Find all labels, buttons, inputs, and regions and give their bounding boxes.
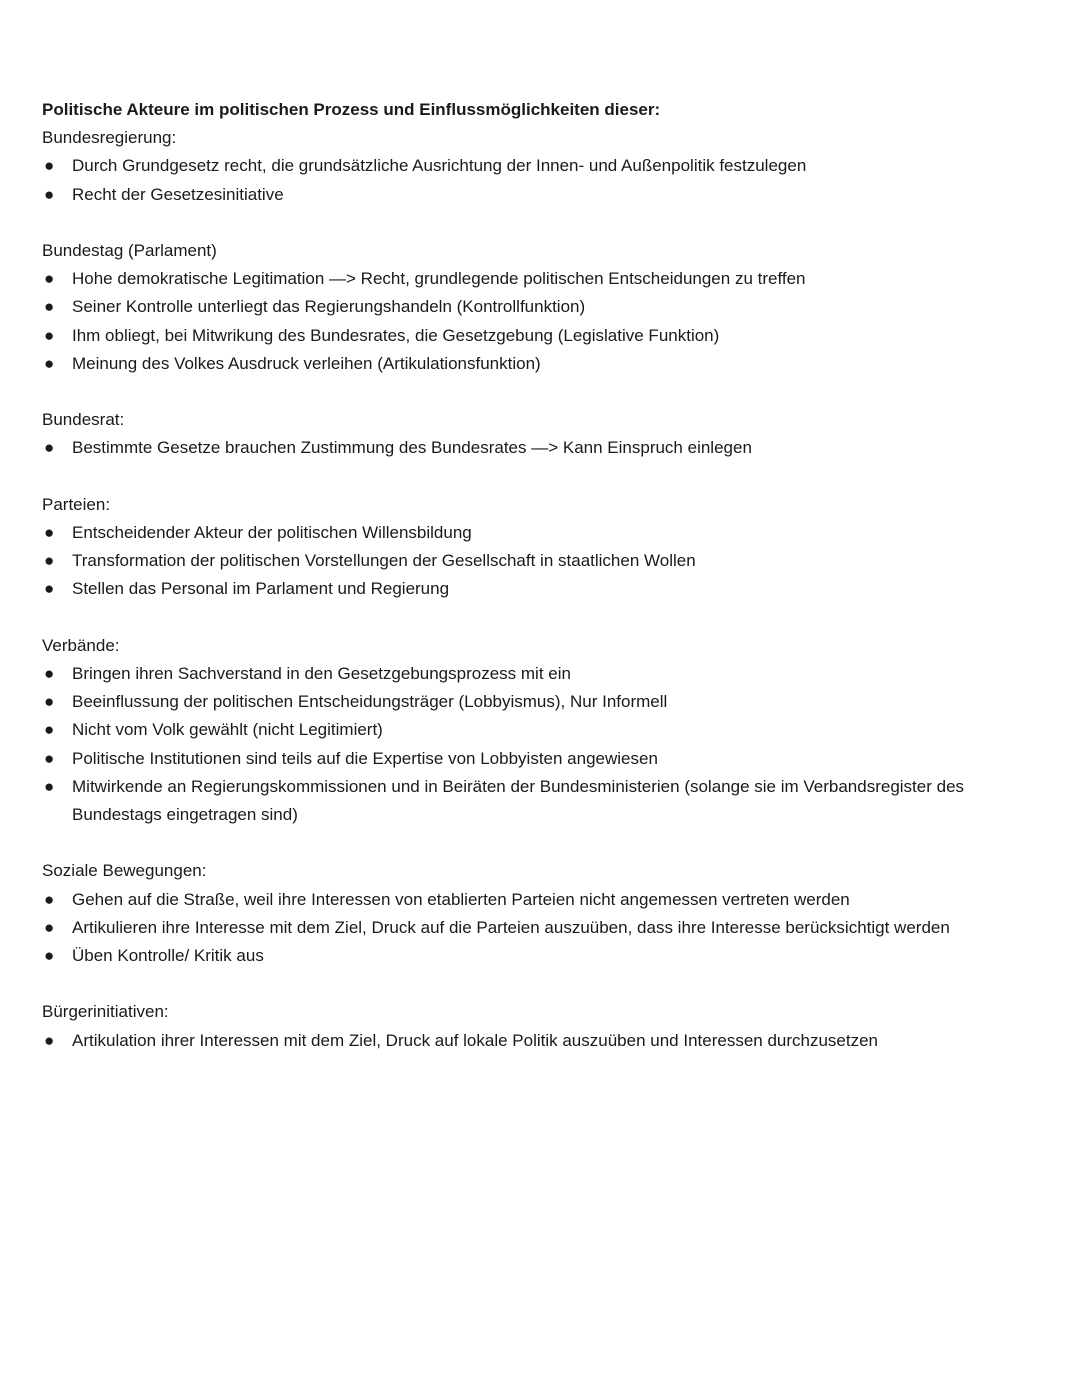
- bullet-list: [42, 152, 1002, 208]
- list-item: [42, 942, 1002, 970]
- list-item-text: Artikulation ihrer Interessen mit dem Ziel, Druck auf lokale Politik auszuüben und Interessen durchzusetzen: [72, 1030, 879, 1050]
- section-heading: Soziale Bewegungen:: [42, 861, 207, 881]
- bullet-icon: ●: [44, 1030, 55, 1050]
- list-item: [42, 350, 1002, 378]
- list-item-text: Hohe demokratische Legitimation —> Recht, grundlegende politischen Entscheidungen zu treffen: [72, 269, 806, 289]
- bullet-list: [42, 434, 1002, 462]
- bullet-icon: ●: [44, 720, 55, 740]
- bullet-icon: ●: [44, 353, 55, 373]
- list-item-text: Transformation der politischen Vorstellungen der Gesellschaft in staatlichen Wollen: [72, 551, 696, 571]
- list-item: [42, 1027, 1002, 1055]
- bullet-icon: ●: [44, 269, 55, 289]
- list-item-text: Gehen auf die Straße, weil ihre Interessen von etablierten Parteien nicht angemessen vertreten werden: [72, 889, 850, 909]
- bullet-icon: ●: [44, 156, 55, 176]
- bullet-icon: ●: [44, 692, 55, 712]
- section-parteien: [42, 491, 1002, 604]
- section-heading: Verbände:: [42, 635, 120, 655]
- list-item-text: Bringen ihren Sachverstand in den Gesetzgebungsprozess mit ein: [72, 664, 571, 683]
- list-item: [42, 688, 1002, 716]
- list-item: [42, 575, 1002, 603]
- list-item-text: Meinung des Volkes Ausdruck verleihen (Artikulationsfunktion): [72, 353, 541, 373]
- section-buergerinitiativen: [42, 998, 1002, 1054]
- bullet-icon: ●: [44, 579, 55, 599]
- list-item: [42, 745, 1002, 773]
- section-verbaende: [42, 632, 1002, 829]
- list-item: [42, 547, 1002, 575]
- list-item: [42, 322, 1002, 350]
- bullet-icon: ●: [44, 551, 55, 571]
- document-content: [42, 96, 1002, 1083]
- list-item: [42, 152, 1002, 180]
- bullet-list: [42, 1027, 1002, 1055]
- bullet-list: [42, 519, 1002, 604]
- list-item-text: Bestimmte Gesetze brauchen Zustimmung des Bundesrates —> Kann Einspruch einlegen: [72, 438, 752, 458]
- bullet-icon: ●: [44, 776, 55, 796]
- bullet-icon: ●: [44, 184, 55, 204]
- list-item: [42, 716, 1002, 744]
- bullet-icon: ●: [44, 748, 55, 768]
- list-item: [42, 660, 1002, 688]
- list-item-text: Ihm obliegt, bei Mitwrikung des Bundesrates, die Gesetzgebung (Legislative Funktion): [72, 325, 720, 345]
- list-item-text: Stellen das Personal im Parlament und Regierung: [72, 579, 450, 599]
- list-item-text: Entscheidender Akteur der politischen Willensbildung: [72, 523, 472, 542]
- section-heading: Bürgerinitiativen:: [42, 1002, 169, 1022]
- bullet-icon: ●: [44, 325, 55, 345]
- section-heading: Bundesregierung:: [42, 128, 177, 148]
- section-heading: Parteien:: [42, 494, 111, 514]
- section-soziale-bewegungen: [42, 857, 1002, 970]
- list-item: [42, 773, 1002, 829]
- list-item: [42, 886, 1002, 914]
- bullet-list: [42, 265, 1002, 378]
- list-item: [42, 181, 1002, 209]
- bullet-icon: ●: [44, 946, 55, 966]
- list-item-text: Mitwirkende an Regierungskommissionen und in Beiräten der Bundesministerien (solange sie im Verbandsregister des Bundestags eingetragen sind): [72, 776, 965, 825]
- list-item-text: Recht der Gesetzesinitiative: [72, 184, 284, 204]
- section-bundesregierung: [42, 124, 1002, 209]
- bullet-list: [42, 886, 1002, 971]
- list-item-text: Artikulieren ihre Interesse mit dem Ziel, Druck auf die Parteien auszuüben, dass ihre Interesse berücksichtigt werden: [72, 917, 950, 937]
- list-item-text: Üben Kontrolle/ Kritik aus: [72, 946, 264, 966]
- bullet-icon: ●: [44, 297, 55, 317]
- document-title: Politische Akteure im politischen Prozess und Einflussmöglichkeiten dieser:: [42, 100, 661, 119]
- bullet-icon: ●: [44, 523, 55, 542]
- section-heading: Bundesrat:: [42, 410, 125, 430]
- section-bundesrat: [42, 406, 1002, 462]
- bullet-icon: ●: [44, 438, 55, 458]
- list-item: [42, 434, 1002, 462]
- list-item: [42, 265, 1002, 293]
- section-bundestag: [42, 237, 1002, 378]
- list-item-text: Nicht vom Volk gewählt (nicht Legitimiert): [72, 720, 383, 740]
- list-item-text: Politische Institutionen sind teils auf die Expertise von Lobbyisten angewiesen: [72, 748, 658, 768]
- bullet-icon: ●: [44, 889, 55, 909]
- section-heading: Bundestag (Parlament): [42, 241, 217, 260]
- bullet-icon: ●: [44, 917, 55, 937]
- bullet-list: [42, 660, 1002, 829]
- list-item-text: Seiner Kontrolle unterliegt das Regierungshandeln (Kontrollfunktion): [72, 297, 586, 317]
- list-item: [42, 519, 1002, 547]
- bullet-icon: ●: [44, 664, 55, 683]
- list-item: [42, 914, 1002, 942]
- list-item-text: Beeinflussung der politischen Entscheidungsträger (Lobbyismus), Nur Informell: [72, 692, 668, 712]
- list-item: [42, 293, 1002, 321]
- section-list: [42, 124, 1002, 1055]
- list-item-text: Durch Grundgesetz recht, die grundsätzliche Ausrichtung der Innen- und Außenpolitik festzulegen: [72, 156, 807, 176]
